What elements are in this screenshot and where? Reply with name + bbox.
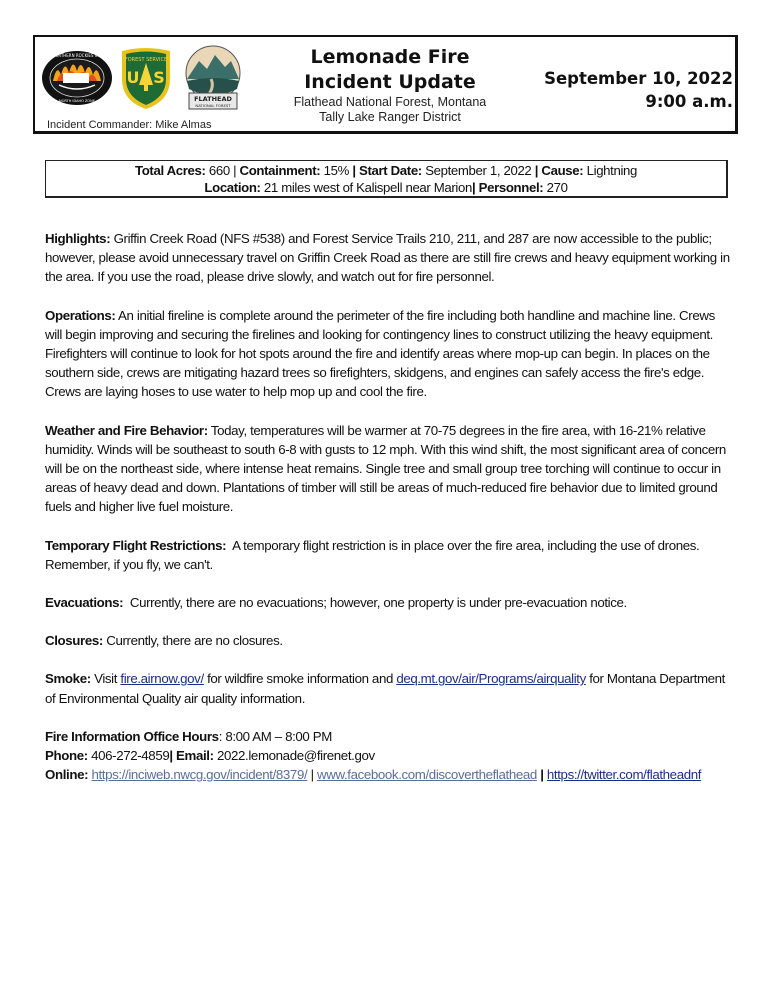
start-date-value: September 1, 2022 <box>425 163 532 178</box>
date-block <box>544 67 733 113</box>
online-links <box>45 765 735 784</box>
weather-text: Today, temperatures will be warmer at 70-75 degrees in the fire area, with 16-21% relative humidity. Winds will be southeast to south 6-8 with gusts to 12 mph. With this wind shift, the most significant area of concern will be on the northeast side, where intense heat remains. Single tree and small group tree torching will continue to occur in areas of heavy dead and down. Plantations of timber will still be areas of much-reduced fire behavior due to limited ground fuels and higher live fuel moisture. <box>45 422 726 515</box>
evacuations-text: Currently, there are no evacuations; however, one property is under pre-evacuation notice. <box>129 595 627 611</box>
closures-section <box>45 631 735 650</box>
inciweb-link[interactable]: https://inciweb.nwcg.gov/incident/8379/ <box>91 767 308 783</box>
northern-rockies-imt-logo <box>41 49 113 107</box>
forest-name: Flathead National Forest, Montana <box>293 95 487 109</box>
svg-text:NORTHERN ROCKIES IMT: NORTHERN ROCKIES IMT <box>52 53 102 58</box>
smoke-text: for Montana Department of Environmental Quality air quality information. <box>45 671 725 706</box>
cause-label: Cause: <box>541 163 584 178</box>
page-title-line1: Lemonade Fire <box>310 46 470 68</box>
closures-text: Currently, there are no closures. <box>106 633 283 649</box>
highlights-section <box>45 229 735 287</box>
separator: | <box>233 163 237 178</box>
page-title-line2: Incident Update <box>304 71 476 93</box>
weather-section <box>45 421 735 517</box>
phone-value: 406-272-4859 <box>91 748 170 764</box>
tfr-section <box>45 536 735 574</box>
office-hours-value: : 8:00 AM – 8:00 PM <box>218 728 332 744</box>
incident-summary-box <box>45 160 728 198</box>
tfr-text: A temporary flight restriction is in place over the fire area, including the use of drones. Remember, if you fly, we can't. <box>45 537 700 572</box>
start-date-label: Start Date: <box>359 163 422 178</box>
title-block <box>275 45 505 125</box>
ranger-district: Tally Lake Ranger District <box>319 110 461 124</box>
weather-label: Weather and Fire Behavior: <box>45 422 208 438</box>
update-date: September 10, 2022 <box>544 69 733 88</box>
office-hours <box>45 727 735 746</box>
containment-value: 15% <box>323 163 350 178</box>
email-label: Email: <box>176 748 214 764</box>
smoke-section <box>45 669 735 707</box>
separator: | <box>471 180 476 195</box>
svg-text:U: U <box>126 68 140 87</box>
personnel-value: 270 <box>546 180 568 195</box>
twitter-link[interactable]: https://twitter.com/flatheadnf <box>546 767 702 783</box>
airnow-link[interactable]: fire.airnow.gov/ <box>120 671 204 687</box>
total-acres-label: Total Acres: <box>134 163 206 178</box>
operations-section <box>45 306 735 402</box>
smoke-label: Smoke: <box>45 671 91 687</box>
total-acres-value: 660 <box>208 163 230 178</box>
location-label: Location: <box>204 180 261 195</box>
evacuations-section <box>45 593 735 612</box>
flathead-national-forest-logo <box>181 45 245 111</box>
forest-service-shield-logo <box>119 45 173 111</box>
smoke-text: Visit <box>94 671 118 687</box>
containment-label: Containment: <box>239 163 321 178</box>
contact-section <box>45 727 735 785</box>
facebook-link[interactable]: www.facebook.com/discovertheflathead <box>317 767 537 783</box>
summary-line-2 <box>46 179 726 196</box>
closures-label: Closures: <box>45 633 103 649</box>
online-label: Online: <box>45 767 89 783</box>
smoke-text: for wildfire smoke information and <box>207 671 393 687</box>
phone-email <box>45 746 735 765</box>
evacuations-label: Evacuations: <box>45 595 124 611</box>
cause-value: Lightning <box>586 163 638 178</box>
summary-line-1 <box>46 162 726 179</box>
operations-label: Operations: <box>45 307 116 323</box>
svg-text:FOREST SERVICE: FOREST SERVICE <box>124 57 168 63</box>
update-time: 9:00 a.m. <box>645 92 733 111</box>
office-hours-label: Fire Information Office Hours <box>45 728 219 744</box>
separator: | <box>169 748 173 764</box>
tfr-label: Temporary Flight Restrictions: <box>45 537 227 553</box>
separator: | <box>534 163 539 178</box>
email-value: 2022.lemonade@firenet.gov <box>216 748 375 764</box>
personnel-label: Personnel: <box>478 180 544 195</box>
svg-text:NORTH IDAHO ZONE: NORTH IDAHO ZONE <box>59 99 95 103</box>
svg-text:NATIONAL FOREST: NATIONAL FOREST <box>195 103 231 108</box>
separator: | <box>310 767 314 783</box>
header-box <box>33 35 738 134</box>
mt-deq-link[interactable]: deq.mt.gov/air/Programs/airquality <box>396 671 586 687</box>
logo-row <box>41 43 273 113</box>
svg-text:FLATHEAD: FLATHEAD <box>194 95 232 103</box>
highlights-label: Highlights: <box>45 231 111 246</box>
location-value: 21 miles west of Kalispell near Marion <box>263 180 472 195</box>
update-body <box>45 229 735 784</box>
phone-label: Phone: <box>45 748 88 764</box>
incident-commander: Incident Commander: Mike Almas <box>47 119 212 131</box>
operations-text: An initial fireline is complete around the perimeter of the fire including both handline and machine line. Crews will begin improving and securing the firelines and looking for contingency lines to construct utilizing the heavy equipment. Firefighters will continue to look for hot spots around the fire and identify areas where mop-up can begin. In places on the southern side, crews are mitigating hazard trees so firefighters, skidgens, and engines can safely access the fire's edge. Crews are laying hoses to use water to help mop up and cool the fire. <box>45 307 715 400</box>
separator: | <box>540 767 544 783</box>
separator: | <box>352 163 356 178</box>
svg-text:S: S <box>153 68 165 87</box>
highlights-text: Griffin Creek Road (NFS #538) and Forest Service Trails 210, 211, and 287 are now accessible to the public; however, please avoid unnecessary travel on Griffin Creek Road as there are still fire crews and heavy equipment working in the area. If you use the road, please drive slowly, and watch out for fire personnel. <box>45 231 730 285</box>
